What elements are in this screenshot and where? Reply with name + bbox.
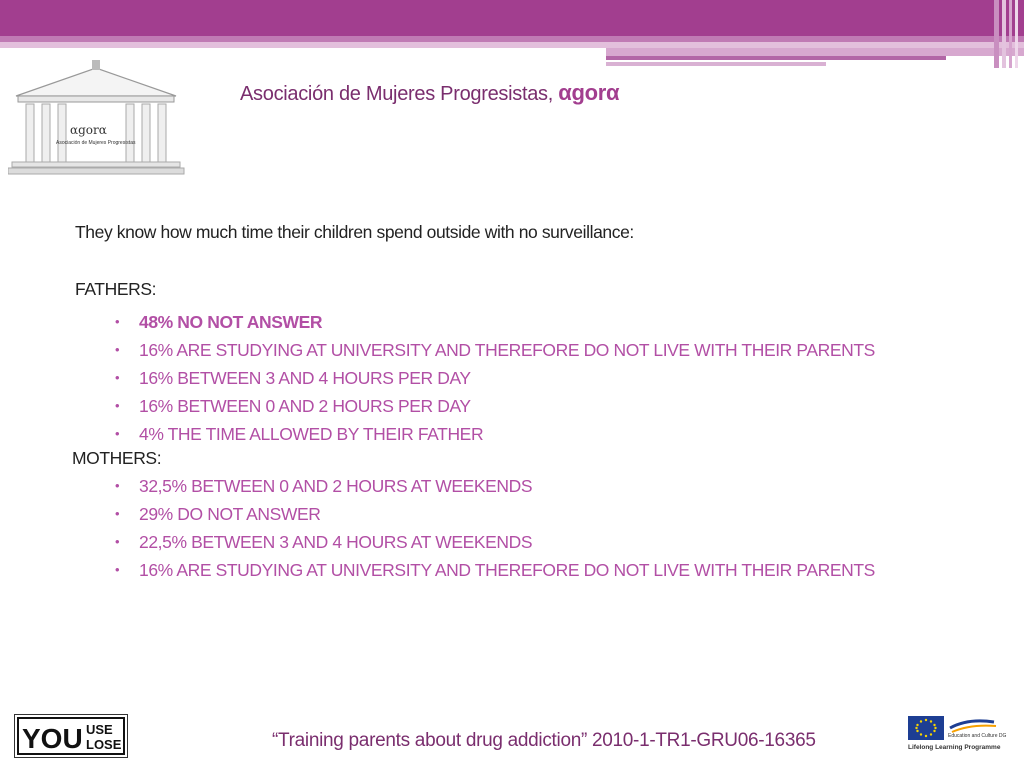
banner-vertical-stripe bbox=[1009, 0, 1012, 68]
page-title bbox=[240, 80, 619, 106]
fathers-label: FATHERS: bbox=[75, 279, 157, 299]
list-item bbox=[139, 500, 875, 528]
list-item bbox=[139, 528, 875, 556]
eu-dg-label: Education and Culture DG bbox=[948, 733, 1007, 739]
list-item bbox=[139, 420, 975, 448]
banner-stripe bbox=[606, 48, 1024, 56]
svg-text:LOSE: LOSE bbox=[86, 737, 122, 752]
list-item-text: 29% DO NOT ANSWER bbox=[139, 504, 321, 524]
list-item bbox=[139, 556, 875, 584]
title-brand: αgorα bbox=[558, 80, 620, 105]
list-item-text: 48% NO NOT ANSWER bbox=[139, 312, 323, 332]
svg-text:αgorα: αgorα bbox=[70, 123, 107, 137]
intro-text: They know how much time their children spend outside with no surveillance: bbox=[75, 222, 634, 242]
list-item-text: 22,5% BETWEEN 3 AND 4 HOURS AT WEEKENDS bbox=[139, 532, 533, 552]
svg-text:USE: USE bbox=[86, 722, 113, 737]
banner-vertical-stripe bbox=[1002, 0, 1006, 68]
svg-text:YOU: YOU bbox=[22, 723, 83, 754]
list-item bbox=[139, 336, 975, 364]
list-item-text: 16% BETWEEN 3 AND 4 HOURS PER DAY bbox=[139, 368, 471, 388]
banner-vertical-stripe bbox=[994, 0, 999, 68]
you-use-you-lose-logo bbox=[14, 714, 128, 758]
banner-vertical-stripe bbox=[1015, 0, 1018, 68]
top-banner-bar bbox=[0, 0, 1024, 36]
list-item bbox=[139, 308, 975, 336]
list-item-text: 16% BETWEEN 0 AND 2 HOURS PER DAY bbox=[139, 396, 471, 416]
list-item bbox=[139, 472, 875, 500]
slide-content bbox=[72, 222, 975, 580]
footer-project-text: “Training parents about drug addiction” 2010-1-TR1-GRU06-16365 bbox=[272, 730, 816, 751]
agora-logo bbox=[8, 60, 188, 180]
fathers-list bbox=[75, 308, 975, 448]
mothers-label: MOTHERS: bbox=[72, 448, 162, 468]
mothers-list bbox=[75, 472, 875, 584]
title-prefix: Asociación de Mujeres Progresistas, bbox=[240, 83, 559, 105]
list-item bbox=[139, 364, 975, 392]
eu-programme-label: Lifelong Learning Programme bbox=[908, 744, 1001, 751]
list-item bbox=[139, 392, 975, 420]
list-item-text: 16% ARE STUDYING AT UNIVERSITY AND THEREFORE DO NOT LIVE WITH THEIR PARENTS bbox=[139, 560, 875, 580]
banner-stripe bbox=[606, 56, 946, 60]
list-item-text: 16% ARE STUDYING AT UNIVERSITY AND THEREFORE DO NOT LIVE WITH THEIR PARENTS bbox=[139, 340, 875, 360]
banner-stripe bbox=[606, 62, 826, 66]
svg-text:Asociación de Mujeres Progresi: Asociación de Mujeres Progresistas bbox=[56, 140, 136, 146]
list-item-text: 32,5% BETWEEN 0 AND 2 HOURS AT WEEKENDS bbox=[139, 476, 533, 496]
list-item-text: 4% THE TIME ALLOWED BY THEIR FATHER bbox=[139, 424, 484, 444]
